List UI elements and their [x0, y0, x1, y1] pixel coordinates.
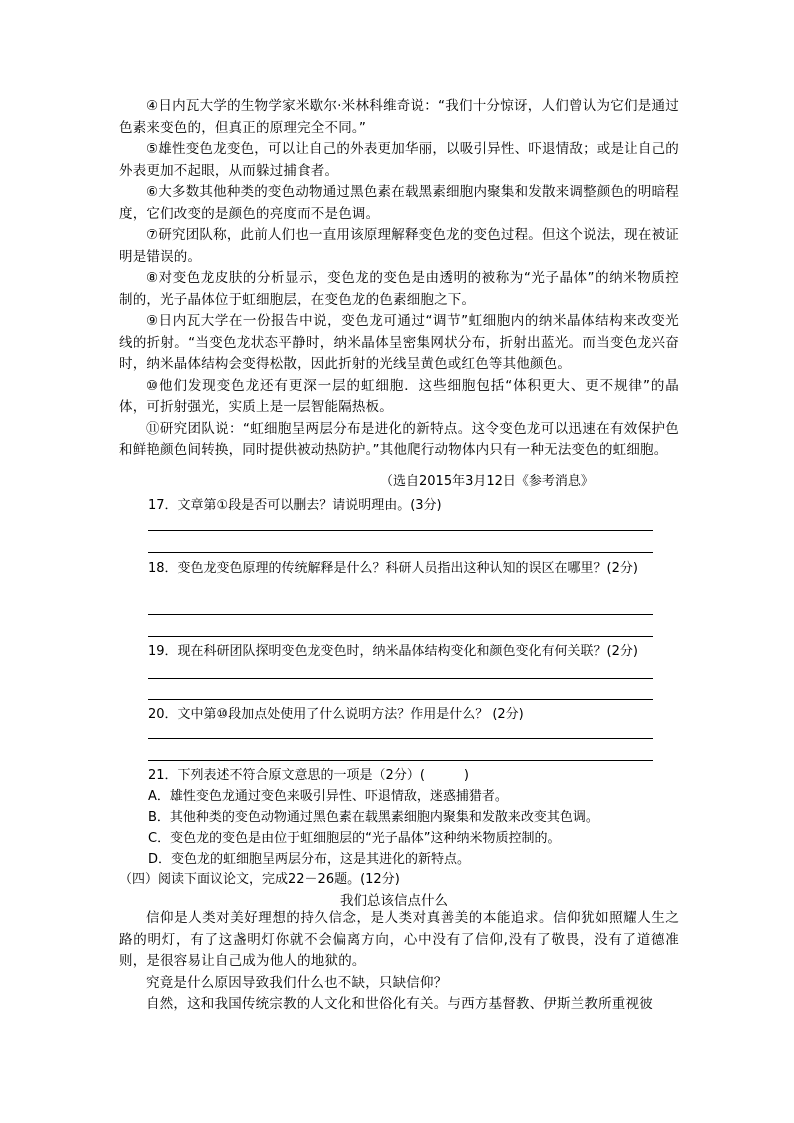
passage-paragraph-8: ⑧对变色龙皮肤的分析显示，变色龙的变色是由透明的被称为“光子晶体”的纳米物质控制的，光子晶体位于虹细胞层，在变色龙的色素细胞之下。 — [119, 270, 679, 308]
passage-body — [119, 96, 679, 462]
option-c: C．变色龙的变色是由位于虹细胞层的“光子晶体”这种纳米物质控制的。 — [148, 831, 561, 846]
essay-paragraph: 信仰是人类对美好理想的持久信念，是人类对真善美的本能追求。信仰犹如照耀人生之路的明灯，有了这盏明灯你就不会偏离方向，心中没有了信仰,没有了敬畏，没有了道德准则，是很容易让自己成为他人的地狱的。 — [119, 910, 679, 969]
passage-paragraph-4: ④日内瓦大学的生物学家米歇尔·米林科维奇说：“我们十分惊讶，人们曾认为它们是通过色素来变色的，但真正的原理完全不同。” — [119, 98, 679, 136]
passage-paragraph-10: ⑩他们发现变色龙还有更深一层的虹细胞．这些细胞包括“体积更大、更不规律”的晶体，可折射强光，实质上是一层智能隔热板。 — [119, 377, 679, 415]
passage-paragraph-5: ⑤雄性变色龙变色，可以让自己的外表更加华丽，以吸引异性、吓退情敌；或是让自己的外表更加不起眼，从而躲过捕食者。 — [119, 141, 679, 179]
option-b: B．其他种类的变色动物通过黑色素在载黑素细胞内聚集和发散来改变其色调。 — [148, 810, 599, 825]
option-d: D．变色龙的虹细胞呈两层分布，这是其进化的新特点。 — [148, 852, 471, 867]
section-4-heading: （四）阅读下面议论文，完成22－26题。(12分) — [119, 872, 400, 887]
passage-paragraph-6: ⑥大多数其他种类的变色动物通过黑色素在载黑素细胞内聚集和发散来调整颜色的明暗程度，它们改变的是颜色的亮度而不是色调。 — [119, 184, 679, 222]
answer-line[interactable] — [148, 530, 653, 531]
essay-body — [119, 908, 679, 1016]
answer-line[interactable] — [148, 614, 653, 615]
passage-source: （选自2015年3月12日《参考消息》 — [380, 474, 594, 489]
answer-line[interactable] — [148, 738, 653, 739]
essay-paragraph: 究竟是什么原因导致我们什么也不缺，只缺信仰？ — [146, 974, 448, 991]
question-19: 19．现在科研团队探明变色龙变色时，纳米晶体结构变化和颜色变化有何关联？(2分) — [148, 644, 638, 659]
question-18: 18．变色龙变色原理的传统解释是什么？科研人员指出这种认知的误区在哪里？(2分) — [148, 561, 638, 576]
question-21: 21．下列表述不符合原文意思的一项是（2分）( ) — [148, 768, 469, 783]
answer-line[interactable] — [148, 636, 653, 637]
option-a: A．雄性变色龙通过变色来吸引异性、吓退情敌，迷惑捕猎者。 — [148, 789, 508, 804]
answer-line[interactable] — [148, 760, 653, 761]
passage-paragraph-9: ⑨日内瓦大学在一份报告中说，变色龙可通过“调节”虹细胞内的纳米晶体结构来改变光线的折射。“当变色龙状态平静时，纳米晶体呈密集网状分布，折射出蓝光。而当变色龙兴奋时，纳米晶体结构会变得松散，因此折射的光线呈黄色或红色等其他颜色。 — [119, 313, 679, 372]
answer-line[interactable] — [148, 678, 653, 679]
question-17: 17．文章第①段是否可以删去？请说明理由。(3分) — [148, 498, 442, 513]
passage-paragraph-11: ⑪研究团队说：“虹细胞呈两层分布是进化的新特点。这令变色龙可以迅速在有效保护色和鲜艳颜色间转换，同时提供被动热防护。”其他爬行动物体内只有一种无法变色的虹细胞。 — [119, 420, 679, 458]
essay-title: 我们总该信点什么 — [340, 893, 448, 909]
question-20: 20．文中第⑩段加点处使用了什么说明方法？作用是什么？ (2分) — [148, 707, 524, 722]
essay-paragraph: 自然，这和我国传统宗教的人文化和世俗化有关。与西方基督教、伊斯兰教所重视彼 — [146, 996, 653, 1012]
passage-paragraph-7: ⑦研究团队称，此前人们也一直用该原理解释变色龙的变色过程。但这个说法，现在被证明是错误的。 — [119, 227, 679, 265]
answer-line[interactable] — [148, 699, 653, 700]
answer-line[interactable] — [148, 552, 653, 553]
